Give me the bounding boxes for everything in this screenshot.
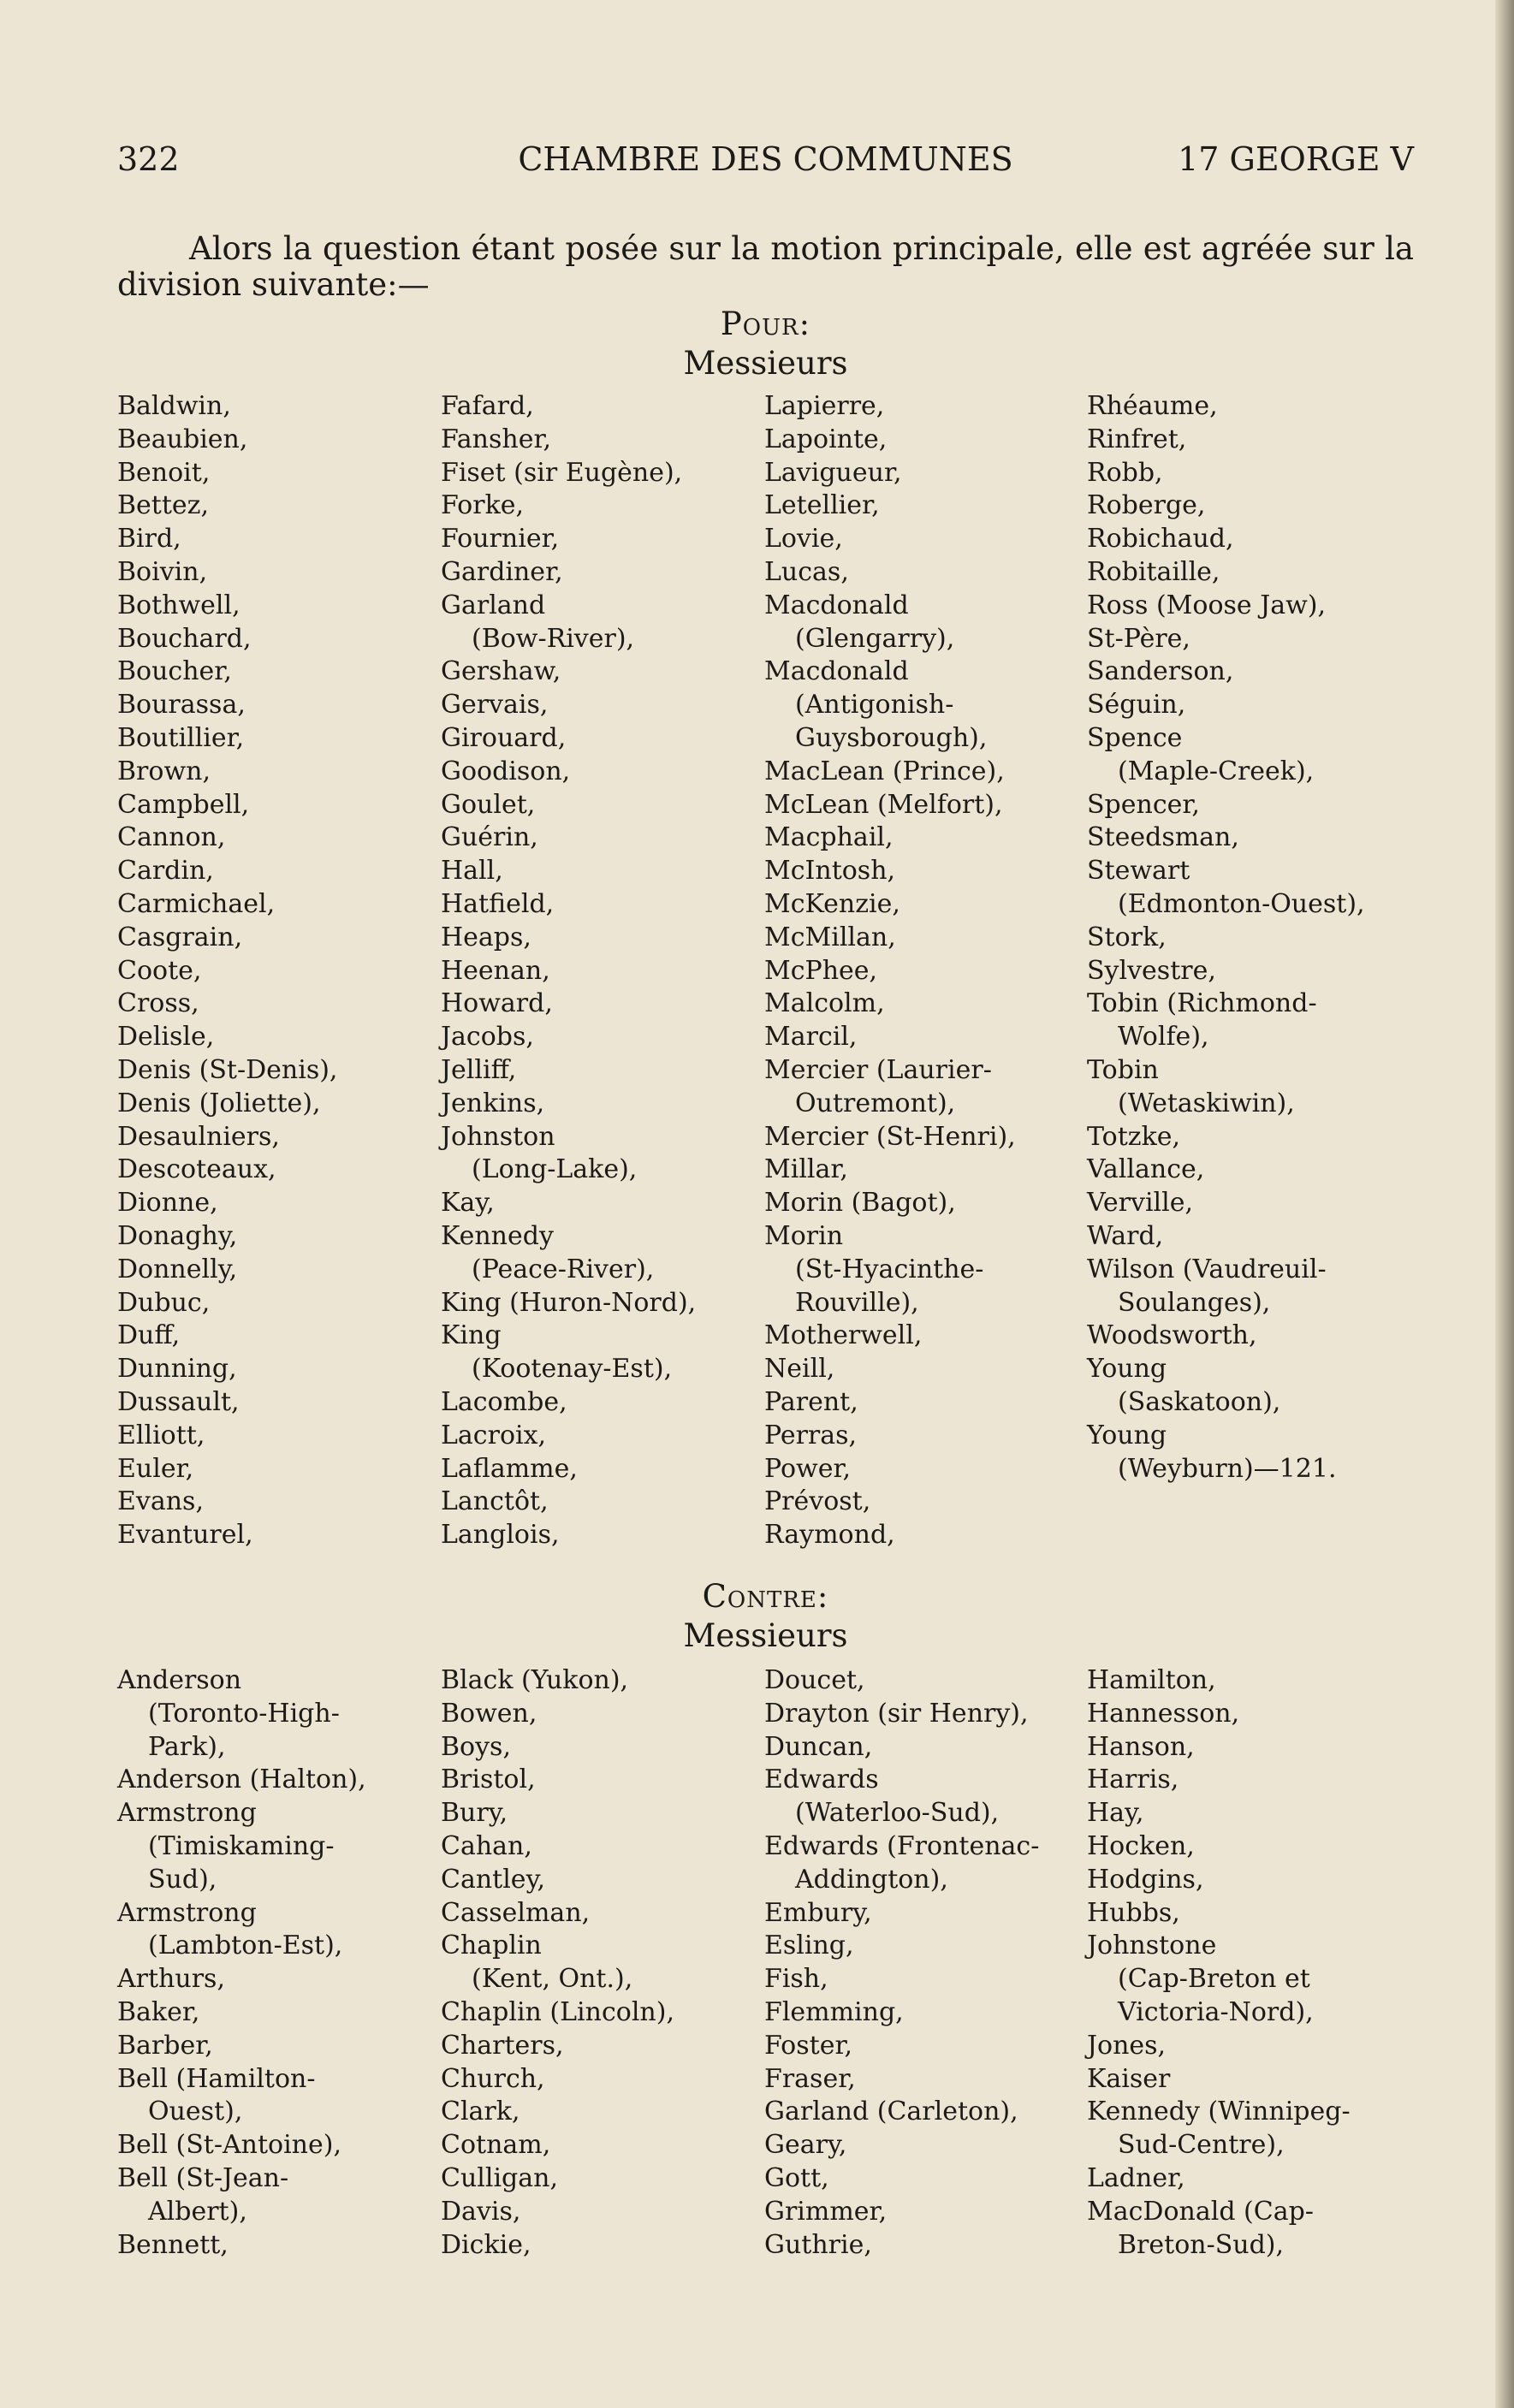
member-name: Campbell, bbox=[117, 789, 250, 820]
member-name: Cardin, bbox=[117, 856, 214, 887]
member-name: Fansher, bbox=[441, 424, 552, 454]
member-name: Johnstone bbox=[1087, 1931, 1217, 1961]
member-name: Hanson, bbox=[1087, 1731, 1195, 1762]
member-name: Edwards (Frontenac- bbox=[764, 1830, 1040, 1861]
member-name: Forke, bbox=[441, 490, 525, 521]
member-name: Heaps, bbox=[441, 922, 531, 952]
member-name: MacLean (Prince), bbox=[764, 756, 1005, 786]
member-name: Langlois, bbox=[441, 1520, 560, 1551]
member-name: Boivin, bbox=[117, 556, 208, 587]
member-name: Vallance, bbox=[1087, 1154, 1205, 1185]
member-name: Beaubien, bbox=[117, 424, 248, 454]
member-name: Guthrie, bbox=[764, 2229, 872, 2260]
member-name: Perras, bbox=[764, 1420, 858, 1450]
member-name: Séguin, bbox=[1087, 690, 1186, 721]
member-name: Hatfield, bbox=[441, 888, 555, 919]
member-name: Geary, bbox=[764, 2130, 847, 2161]
member-name: (Saskatoon), bbox=[1118, 1386, 1281, 1417]
contre-column-2 bbox=[441, 1664, 759, 2262]
member-name: (Glengarry), bbox=[795, 623, 955, 654]
member-name: Lanctôt, bbox=[441, 1486, 549, 1517]
member-name: Anderson bbox=[117, 1665, 242, 1695]
member-name: Bouchard, bbox=[117, 623, 252, 654]
member-name: Morin (Bagot), bbox=[764, 1188, 956, 1219]
member-name: Guérin, bbox=[441, 822, 538, 853]
member-name: Wilson (Vaudreuil- bbox=[1087, 1254, 1327, 1284]
member-name: Clark, bbox=[441, 2097, 520, 2127]
member-name: Howard, bbox=[441, 988, 553, 1019]
member-name: Dionne, bbox=[117, 1188, 218, 1219]
member-name: (Waterloo-Sud), bbox=[795, 1798, 1000, 1829]
member-name: McPhee, bbox=[764, 955, 878, 986]
member-name: Embury, bbox=[764, 1897, 872, 1928]
member-name: Roberge, bbox=[1087, 490, 1206, 521]
member-name: Cotnam, bbox=[441, 2130, 551, 2161]
member-name: Desaulniers, bbox=[117, 1121, 280, 1152]
intro-text: Alors la question étant posée sur la motion principale, elle est agréée sur la division suivante:— bbox=[117, 230, 1414, 303]
member-name: Armstrong bbox=[117, 1897, 257, 1928]
member-name: (Lambton-Est), bbox=[148, 1931, 343, 1961]
member-name: Hubbs, bbox=[1087, 1897, 1180, 1928]
member-name: Kay, bbox=[441, 1188, 495, 1219]
member-name: Bell (St-Antoine), bbox=[117, 2130, 341, 2161]
page-spine-shadow bbox=[1495, 0, 1514, 2408]
member-name: Davis, bbox=[441, 2196, 521, 2227]
member-name: Chaplin bbox=[441, 1931, 542, 1961]
member-name: Jones, bbox=[1087, 2030, 1167, 2061]
member-name: Garland (Carleton), bbox=[764, 2097, 1018, 2127]
member-name: Jelliff, bbox=[441, 1054, 517, 1085]
member-name: Edwards bbox=[764, 1764, 879, 1795]
member-name: Neill, bbox=[764, 1354, 835, 1385]
member-name: Denis (Joliette), bbox=[117, 1088, 321, 1118]
member-name: Cahan, bbox=[441, 1830, 532, 1861]
member-name: Armstrong bbox=[117, 1798, 257, 1829]
member-name: Jacobs, bbox=[441, 1022, 534, 1053]
member-name: Kennedy bbox=[441, 1220, 554, 1251]
member-name: Malcolm, bbox=[764, 988, 885, 1019]
member-name: Mercier (Laurier- bbox=[764, 1054, 992, 1085]
member-name: Ouest), bbox=[148, 2097, 243, 2127]
member-name: Gervais, bbox=[441, 690, 549, 721]
member-name: Spencer, bbox=[1087, 789, 1200, 820]
member-name: Drayton (sir Henry), bbox=[764, 1698, 1029, 1729]
member-name: Dickie, bbox=[441, 2229, 531, 2260]
member-name: Addington), bbox=[795, 1864, 948, 1895]
member-name: Dussault, bbox=[117, 1386, 240, 1417]
member-name: Brown, bbox=[117, 756, 211, 786]
member-name: Donaghy, bbox=[117, 1220, 238, 1251]
member-name: Fish, bbox=[764, 1964, 828, 1995]
member-name: King (Huron-Nord), bbox=[441, 1287, 697, 1318]
member-name: Sanderson, bbox=[1087, 656, 1234, 687]
member-name: Casselman, bbox=[441, 1897, 591, 1928]
member-name: (Cap-Breton et bbox=[1118, 1964, 1310, 1995]
member-name: Robitaille, bbox=[1087, 556, 1220, 587]
member-name: Motherwell, bbox=[764, 1320, 923, 1351]
member-name: Bothwell, bbox=[117, 590, 240, 620]
member-name: Dunning, bbox=[117, 1354, 237, 1385]
member-name: Hocken, bbox=[1087, 1830, 1195, 1861]
member-name: McLean (Melfort), bbox=[764, 789, 1003, 820]
member-name: (St-Hyacinthe- bbox=[795, 1254, 984, 1284]
member-name: Heenan, bbox=[441, 955, 550, 986]
contre-column-3 bbox=[764, 1664, 1083, 2262]
member-name: Grimmer, bbox=[764, 2196, 888, 2227]
member-name: Rouville), bbox=[795, 1287, 919, 1318]
pour-column-1 bbox=[117, 390, 436, 1552]
member-name: Gershaw, bbox=[441, 656, 561, 687]
member-name: Girouard, bbox=[441, 722, 567, 753]
pour-heading bbox=[117, 305, 1414, 383]
contre-heading bbox=[117, 1577, 1414, 1656]
member-name: Baldwin, bbox=[117, 391, 231, 421]
member-name: Fraser, bbox=[764, 2063, 856, 2094]
member-name: Johnston bbox=[441, 1121, 555, 1152]
member-name: Gott, bbox=[764, 2162, 829, 2193]
member-name: Breton-Sud), bbox=[1118, 2229, 1285, 2260]
member-name: Mercier (St-Henri), bbox=[764, 1121, 1016, 1152]
member-name: Baker, bbox=[117, 1996, 200, 2027]
member-name: Evans, bbox=[117, 1486, 204, 1517]
member-name: Culligan, bbox=[441, 2162, 559, 2193]
member-name: Elliott, bbox=[117, 1420, 205, 1450]
contre-label: Contre: bbox=[702, 1578, 829, 1615]
member-name: Rhéaume, bbox=[1087, 391, 1218, 421]
member-name: Lovie, bbox=[764, 524, 843, 555]
member-name: Young bbox=[1087, 1420, 1167, 1450]
member-name: Casgrain, bbox=[117, 922, 243, 952]
member-name: (Kent, Ont.), bbox=[472, 1964, 633, 1995]
member-name: (Bow-River), bbox=[472, 623, 635, 654]
member-name: St-Père, bbox=[1087, 623, 1190, 654]
member-name: Sud-Centre), bbox=[1118, 2130, 1285, 2161]
member-name: (Antigonish- bbox=[795, 690, 954, 721]
member-name: Letellier, bbox=[764, 490, 880, 521]
page-number: 322 bbox=[117, 140, 180, 178]
member-name: Macdonald bbox=[764, 656, 909, 687]
member-name: Doucet, bbox=[764, 1665, 865, 1695]
member-name: Carmichael, bbox=[117, 888, 276, 919]
member-name: Evanturel, bbox=[117, 1520, 253, 1551]
member-name: Morin bbox=[764, 1220, 844, 1251]
member-name: Denis (St-Denis), bbox=[117, 1054, 338, 1085]
member-name: Hannesson, bbox=[1087, 1698, 1240, 1729]
member-name: Goulet, bbox=[441, 789, 536, 820]
member-name: Victoria-Nord), bbox=[1118, 1996, 1314, 2027]
member-name: MacDonald (Cap- bbox=[1087, 2196, 1314, 2227]
pour-label: Pour: bbox=[720, 305, 811, 342]
member-name: Boutillier, bbox=[117, 722, 245, 753]
member-name: Lapointe, bbox=[764, 424, 888, 454]
member-name: Power, bbox=[764, 1453, 852, 1484]
member-name: Ladner, bbox=[1087, 2162, 1185, 2193]
intro-paragraph bbox=[117, 231, 1414, 303]
member-name: (Peace-River), bbox=[472, 1254, 655, 1284]
contre-column-1 bbox=[117, 1664, 436, 2262]
member-name: Bourassa, bbox=[117, 690, 246, 721]
member-name: Woodsworth, bbox=[1087, 1320, 1257, 1351]
member-name: (Toronto-High- bbox=[148, 1698, 340, 1729]
member-name: Soulanges), bbox=[1118, 1287, 1271, 1318]
member-name: Robb, bbox=[1087, 457, 1163, 488]
member-name: (Timiskaming- bbox=[148, 1830, 335, 1861]
member-name: Arthurs, bbox=[117, 1964, 225, 1995]
member-name: Black (Yukon), bbox=[441, 1665, 629, 1695]
member-name: (Weyburn)—121. bbox=[1118, 1453, 1337, 1484]
member-name: Lapierre, bbox=[764, 391, 885, 421]
member-name: Lavigueur, bbox=[764, 457, 902, 488]
member-name: Cantley, bbox=[441, 1864, 546, 1895]
member-name: Robichaud, bbox=[1087, 524, 1234, 555]
member-name: Sud), bbox=[148, 1864, 217, 1895]
member-name: (Kootenay-Est), bbox=[472, 1354, 673, 1385]
member-name: Tobin (Richmond- bbox=[1087, 988, 1317, 1019]
regnal-year: 17 GEORGE V bbox=[1178, 140, 1414, 178]
member-name: Bell (Hamilton- bbox=[117, 2063, 316, 2094]
pour-column-2 bbox=[441, 390, 759, 1552]
member-name: Hay, bbox=[1087, 1798, 1144, 1829]
member-name: Coote, bbox=[117, 955, 202, 986]
member-name: Millar, bbox=[764, 1154, 848, 1185]
member-name: Fiset (sir Eugène), bbox=[441, 457, 683, 488]
member-name: Stewart bbox=[1087, 856, 1190, 887]
member-name: (Wetaskiwin), bbox=[1118, 1088, 1295, 1118]
member-name: Esling, bbox=[764, 1931, 854, 1961]
member-name: Macdonald bbox=[764, 590, 909, 620]
member-name: Euler, bbox=[117, 1453, 194, 1484]
member-name: McMillan, bbox=[764, 922, 896, 952]
member-name: Ross (Moose Jaw), bbox=[1087, 590, 1327, 620]
member-name: Steedsman, bbox=[1087, 822, 1239, 853]
member-name: Bowen, bbox=[441, 1698, 537, 1729]
member-name: Bird, bbox=[117, 524, 181, 555]
member-name: Goodison, bbox=[441, 756, 571, 786]
member-name: Stork, bbox=[1087, 922, 1167, 952]
member-name: Charters, bbox=[441, 2030, 564, 2061]
member-name: Duncan, bbox=[764, 1731, 873, 1762]
member-name: Fournier, bbox=[441, 524, 560, 555]
member-name: Hall, bbox=[441, 856, 503, 887]
member-name: Laflamme, bbox=[441, 1453, 578, 1484]
member-name: Guysborough), bbox=[795, 722, 988, 753]
member-name: Marcil, bbox=[764, 1022, 858, 1053]
member-name: Bristol, bbox=[441, 1764, 536, 1795]
pour-column-3 bbox=[764, 390, 1083, 1552]
member-name: McKenzie, bbox=[764, 888, 900, 919]
member-name: Kaiser bbox=[1087, 2063, 1171, 2094]
member-name: Lucas, bbox=[764, 556, 849, 587]
member-name: Gardiner, bbox=[441, 556, 563, 587]
member-name: Spence bbox=[1087, 722, 1183, 753]
member-name: Barber, bbox=[117, 2030, 213, 2061]
member-name: Benoit, bbox=[117, 457, 211, 488]
member-name: Dubuc, bbox=[117, 1287, 211, 1318]
running-title: CHAMBRE DES COMMUNES bbox=[518, 140, 1013, 178]
member-name: King bbox=[441, 1320, 502, 1351]
member-name: Bury, bbox=[441, 1798, 508, 1829]
member-name: Fafard, bbox=[441, 391, 534, 421]
member-name: Church, bbox=[441, 2063, 545, 2094]
pour-subheading: Messieurs bbox=[683, 345, 848, 382]
member-name: Flemming, bbox=[764, 1996, 904, 2027]
member-name: Cannon, bbox=[117, 822, 226, 853]
member-name: Hodgins, bbox=[1087, 1864, 1204, 1895]
member-name: Descoteaux, bbox=[117, 1154, 276, 1185]
member-name: Sylvestre, bbox=[1087, 955, 1216, 986]
member-name: Ward, bbox=[1087, 1220, 1164, 1251]
contre-subheading: Messieurs bbox=[683, 1617, 848, 1654]
member-name: Jenkins, bbox=[441, 1088, 545, 1118]
member-name: Chaplin (Lincoln), bbox=[441, 1996, 674, 2027]
member-name: Lacroix, bbox=[441, 1420, 547, 1450]
member-name: Rinfret, bbox=[1087, 424, 1187, 454]
member-name: Totzke, bbox=[1087, 1121, 1181, 1152]
member-name: (Long-Lake), bbox=[472, 1154, 638, 1185]
member-name: Garland bbox=[441, 590, 546, 620]
member-name: (Maple-Creek), bbox=[1118, 756, 1315, 786]
member-name: Donnelly, bbox=[117, 1254, 238, 1284]
member-name: Bell (St-Jean- bbox=[117, 2162, 289, 2193]
member-name: Cross, bbox=[117, 988, 199, 1019]
member-name: Bennett, bbox=[117, 2229, 229, 2260]
member-name: Raymond, bbox=[764, 1520, 895, 1551]
member-name: Kennedy (Winnipeg- bbox=[1087, 2097, 1351, 2127]
member-name: Young bbox=[1087, 1354, 1167, 1385]
member-name: Boys, bbox=[441, 1731, 511, 1762]
member-name: Harris, bbox=[1087, 1764, 1179, 1795]
member-name: Hamilton, bbox=[1087, 1665, 1216, 1695]
member-name: Tobin bbox=[1087, 1054, 1159, 1085]
member-name: Duff, bbox=[117, 1320, 181, 1351]
member-name: Wolfe), bbox=[1118, 1022, 1209, 1053]
member-name: Outremont), bbox=[795, 1088, 956, 1118]
member-name: Anderson (Halton), bbox=[117, 1764, 366, 1795]
member-name: Boucher, bbox=[117, 656, 232, 687]
member-name: Delisle, bbox=[117, 1022, 215, 1053]
member-name: Park), bbox=[148, 1731, 226, 1762]
member-name: Bettez, bbox=[117, 490, 210, 521]
member-name: Macphail, bbox=[764, 822, 894, 853]
page-header bbox=[117, 135, 1414, 183]
member-name: Albert), bbox=[148, 2196, 247, 2227]
member-name: Lacombe, bbox=[441, 1386, 567, 1417]
member-name: Prévost, bbox=[764, 1486, 871, 1517]
member-name: Verville, bbox=[1087, 1188, 1194, 1219]
member-name: McIntosh, bbox=[764, 856, 896, 887]
member-name: (Edmonton-Ouest), bbox=[1118, 888, 1365, 919]
member-name: Parent, bbox=[764, 1386, 858, 1417]
contre-column-4 bbox=[1087, 1664, 1405, 2262]
member-name: Foster, bbox=[764, 2030, 853, 2061]
pour-column-4 bbox=[1087, 390, 1405, 1486]
